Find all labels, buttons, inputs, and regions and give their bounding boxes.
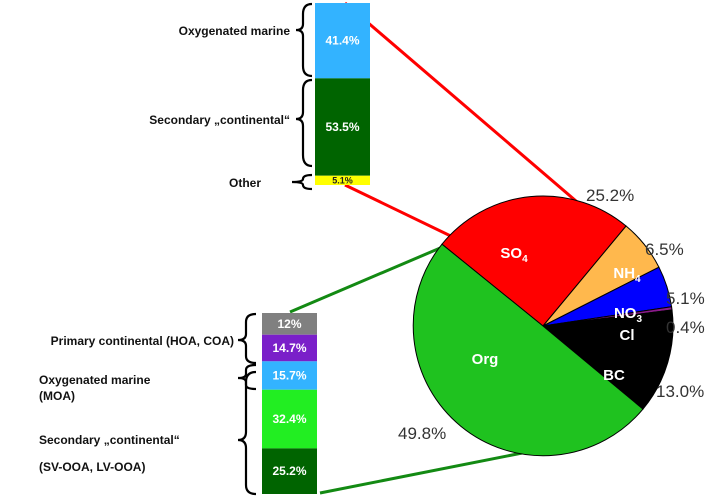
slice-percent-cl: 0.4%: [666, 318, 705, 337]
label-secondary-continental-bottom: Secondary „continental“: [39, 433, 180, 447]
slice-label-bc: BC: [603, 367, 625, 384]
brace-secondary-bottom: [238, 372, 256, 494]
slice-percent-so4: 25.2%: [586, 186, 635, 205]
slice-label-cl: Cl: [619, 327, 635, 344]
label-sv-ooa-lv-ooa: (SV-OOA, LV-OOA): [39, 460, 146, 474]
bottom-bar-segment-label-3: 32.4%: [272, 412, 307, 427]
brace-other-top: [292, 175, 312, 189]
slice-percent-nh4: 6.5%: [645, 240, 684, 259]
brace-secondary-top: [296, 80, 312, 166]
brace-primary-continental: [238, 314, 256, 363]
top-stacked-bar: [315, 3, 370, 185]
label-primary-continental: Primary continental (HOA, COA): [50, 334, 234, 348]
top-bar-segment-label-0: 41.4%: [325, 33, 360, 48]
brace-oxygenated-marine-top: [296, 4, 312, 76]
top-bar-segment-label-1: 53.5%: [325, 120, 360, 135]
label-secondary-continental-top: Secondary „continental“: [149, 113, 290, 127]
bottom-bar-segment-label-0: 12%: [277, 316, 302, 331]
slice-label-org: Org: [471, 351, 499, 368]
pie-chart: [398, 186, 705, 456]
label-other: Other: [228, 176, 261, 190]
label-moa: (MOA): [39, 389, 75, 403]
label-oxygenated-marine-bottom: Oxygenated marine: [39, 373, 151, 387]
bottom-bar-segment-label-4: 25.2%: [272, 464, 307, 479]
label-oxygenated-marine-top: Oxygenated marine: [178, 24, 290, 38]
slice-percent-org: 49.8%: [398, 424, 447, 443]
bottom-bar-segment-label-2: 15.7%: [272, 368, 307, 383]
top-bar-segment-label-2: 5.1%: [332, 175, 353, 186]
slice-percent-no3: 5.1%: [666, 289, 705, 308]
slice-label-so4: $SO_4$: [500, 245, 528, 265]
bottom-stacked-bar: [262, 313, 317, 494]
slice-label-no3: $NO_3$: [613, 305, 643, 325]
slice-label-nh4: $NH_4$: [613, 265, 641, 285]
slice-percent-bc: 13.0%: [656, 382, 705, 401]
connector-line-top-lower: [345, 185, 459, 240]
bottom-bar-segment-label-1: 14.7%: [272, 341, 307, 356]
